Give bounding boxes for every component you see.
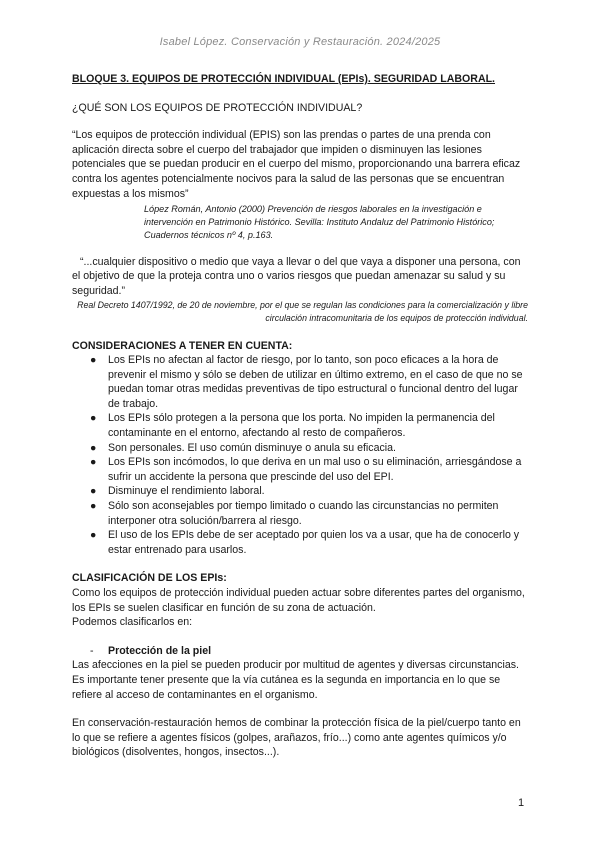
citation-1: López Román, Antonio (2000) Prevención de riesgos laborales en la investigación e intervención en Patrimonio Histórico. Sevilla: Instituto Andaluz del Patrimonio Histórico; Cuadernos técnicos nº 4, p.163. xyxy=(144,204,495,240)
bullet-icon: ● xyxy=(90,529,97,542)
page-number: 1 xyxy=(518,797,525,809)
list-item: ● Los EPIs sólo protegen a la persona que los porta. No impiden la permanencia del contaminante en el entorno, afectando al resto de compañeros. xyxy=(90,412,495,440)
list-item: ● El uso de los EPIs debe de ser aceptado por quien los va a usar, que ha de conocerlo y estar entrenado para usarlos. xyxy=(90,529,520,556)
citation-2: Real Decreto 1407/1992, de 20 de noviembre, por el que se regulan las condiciones para la comercialización y libre circulación intracomunitaria de los equipos de protección individual. xyxy=(77,300,528,323)
skin-protection-heading: - Protección de la piel xyxy=(90,644,212,657)
page-content xyxy=(72,72,528,760)
bullet-icon: ● xyxy=(90,354,97,367)
bullet-icon: ● xyxy=(90,456,97,469)
quote-definition-1: “Los equipos de protección individual (EPIS) son las prendas o partes de una prenda con aplicación directa sobre el cuerpo del trabajador que impiden o disminuyen las lesiones potenciales que se puedan producir en el cuerpo del mismo, proporcionando una barrera eficaz contra los agentes potencialmente nocivos para la salud de las personas que se encuentran expuestas a los mismos” xyxy=(72,129,521,200)
skin-protection-text-1: Las afecciones en la piel se pueden producir por multitud de agentes y diversas circunstancias. Es importante tener presente que la vía cutánea es la segunda en importancia en lo que se refiere al acceso de contaminantes en el organismo. xyxy=(72,659,519,701)
skin-protection-text-2: En conservación-restauración hemos de combinar la protección física de la piel/cuerpo tanto en lo que se refiere a agentes físicos (golpes, arañazos, frío...) como ante agentes químicos y/o biológicos (disolventes, hongos, insectos...). xyxy=(72,717,521,759)
bullet-icon: ● xyxy=(90,500,97,513)
document-title: BLOQUE 3. EQUIPOS DE PROTECCIÓN INDIVIDUAL (EPIs). SEGURIDAD LABORAL. xyxy=(72,73,496,85)
section-question: ¿QUÉ SON LOS EQUIPOS DE PROTECCIÓN INDIVIDUAL? xyxy=(72,101,363,114)
classification-heading: CLASIFICACIÓN DE LOS EPIs: xyxy=(72,572,227,585)
dash-icon: - xyxy=(90,644,94,657)
bullet-icon: ● xyxy=(90,412,97,425)
bullet-icon: ● xyxy=(90,441,97,454)
considerations-list xyxy=(72,353,528,557)
list-item: ● Los EPIs son incómodos, lo que deriva en un mal uso o su eliminación, arriesgándose a sufrir un accidente la persona que prescinde del uso del EPI. xyxy=(90,456,522,483)
list-item: ● Los EPIs no afectan al factor de riesgo, por lo tanto, son poco eficaces a la hora de prevenir el mismo y sólo se deben de utilizar en último extremo, en el caso de que no se puedan tomar otras medidas preventivas de tipo estructural o funcional dentro del lugar de trabajo. xyxy=(90,354,523,410)
list-item: ● Son personales. El uso común disminuye o anula su eficacia. xyxy=(90,441,396,454)
list-item: ● Sólo son aconsejables por tiempo limitado o cuando las circunstancias no permiten interponer otra solución/barrera al riesgo. xyxy=(90,500,499,527)
bullet-icon: ● xyxy=(90,485,97,498)
list-item: ● Disminuye el rendimiento laboral. xyxy=(90,485,265,498)
quote-definition-2: “...cualquier dispositivo o medio que vaya a llevar o del que vaya a disponer una persona, con el objetivo de que la proteja contra uno o varios riesgos que puedan amenazar su salud y su seguridad.” xyxy=(72,255,521,297)
classification-text: Como los equipos de protección individual pueden actuar sobre diferentes partes del organismo, los EPIs se suelen clasificar en función de su zona de actuación. xyxy=(72,587,525,614)
page-header: Isabel López. Conservación y Restauración. 2024/2025 xyxy=(159,36,441,48)
classification-text-2: Podemos clasificarlos en: xyxy=(72,616,193,629)
considerations-heading: CONSIDERACIONES A TENER EN CUENTA: xyxy=(72,339,293,352)
